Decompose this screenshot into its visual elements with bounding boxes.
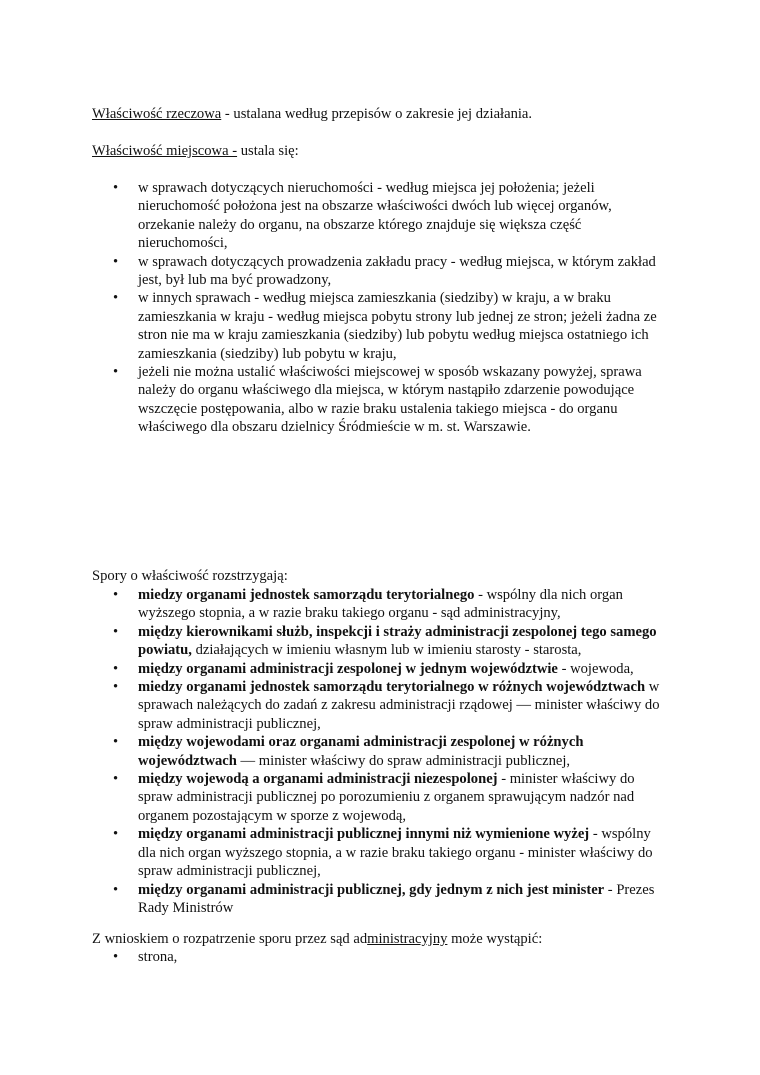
bullet-list-wlasciwosc-miejscowa	[92, 179, 668, 437]
heading-spory-o-wlasciwosc: Spory o właściwość rozstrzygają:	[92, 568, 288, 584]
bullet-list-spory	[92, 586, 670, 917]
bold-text: miedzy organami jednostek samorządu terytorialnego w różnych województwach	[138, 679, 646, 696]
list-item	[92, 623, 670, 660]
list-item	[92, 733, 670, 770]
list-item	[92, 881, 670, 918]
paragraph-wlasciwosc-miejscowa	[92, 142, 682, 160]
regular-text: może wystąpić:	[447, 931, 543, 947]
regular-text: Z wnioskiem o rozpatrzenie sporu przez sąd ad	[92, 931, 368, 947]
list-item	[92, 660, 670, 678]
bold-text: między wojewodą a organami administracji niezespolonej	[138, 771, 498, 788]
term-wlasciwosc-miejscowa: Właściwość miejscowa -	[92, 143, 238, 159]
term-wlasciwosc-rzeczowa: Właściwość rzeczowa	[92, 106, 222, 122]
list-item	[92, 586, 670, 623]
bold-text: między kierownikami służb, inspekcji i straży administracji zespolonej tego samego powiatu,	[138, 623, 657, 659]
paragraph-wlasciwosc-rzeczowa	[92, 105, 682, 123]
list-item	[92, 770, 670, 825]
regular-text: - Prezes Rady Ministrów	[138, 881, 655, 916]
list-item: • w sprawach dotyczących nieruchomości - według miejsca jej położenia; jeżeli nieruchomość położona jest na obszarze właściwości dwóch lub więcej organów, orzekanie należy do organu, na obszarze którego znajduje się większa część nieruchomości,	[92, 179, 668, 253]
regular-text: - minister właściwy do spraw administracji publicznej po porozumieniu z organem sprawującym nadzór nad organem pozostającym w sporze z wojewodą,	[138, 771, 635, 824]
regular-text: w sprawach należących do zadań z zakresu administracji rządowej — minister właściwy do spraw administracji publicznej,	[138, 679, 660, 732]
list-item: • strona,	[92, 948, 682, 966]
bullet-list-wniosek	[92, 948, 682, 966]
list-item: • w sprawach dotyczących prowadzenia zakładu pracy - według miejsca, w którym zakład jest, był lub ma być prowadzony,	[92, 253, 668, 290]
list-item	[92, 825, 670, 880]
list-item: • jeżeli nie można ustalić właściwości miejscowej w sposób wskazany powyżej, sprawa należy do organu właściwego dla miejsca, w którym nastąpiło zdarzenie powodujące wszczęcie postępowania, albo w razie braku ustalenia takiego miejsca - do organu właściwego dla obszaru dzielnicy Śródmieście w m. st. Warszawie.	[92, 363, 668, 437]
regular-text: - wojewoda,	[557, 660, 634, 677]
list-item	[92, 678, 670, 733]
paragraph-wniosek	[92, 930, 682, 948]
bold-text: między organami administracji publicznej innymi niż wymienione wyżej	[138, 826, 590, 843]
regular-text: - wspólny dla nich organ wyższego stopnia, a w razie braku takiego organu - sąd administracyjny,	[138, 587, 623, 622]
bold-text: między organami administracji zespolonej w jednym województwie	[138, 660, 558, 677]
definition-text: - ustalana według przepisów o zakresie jej działania.	[221, 106, 533, 122]
list-item: • w innych sprawach - według miejsca zamieszkania (siedziby) w kraju, a w braku zamieszkania w kraju - według miejsca pobytu strony lub jednej ze stron; jeżeli żadna ze stron nie ma w kraju zamieszkania (siedziby) lub pobytu według miejsca ostatniego ich zamieszkania (siedziby) lub pobytu w kraju,	[92, 289, 668, 363]
bold-text: między wojewodami oraz organami administracji zespolonej w różnych województwach	[138, 734, 584, 769]
regular-text: działających w imieniu własnym lub w imieniu starosty - starosta,	[191, 642, 582, 659]
regular-text: - wspólny dla nich organ wyższego stopnia, a w razie braku takiego organu - minister właściwy do spraw administracji publicznej,	[138, 826, 653, 880]
definition-text: ustala się:	[237, 143, 299, 159]
regular-text: — minister właściwy do spraw administracji publicznej,	[236, 752, 571, 769]
bold-text: między organami administracji publicznej, gdy jednym z nich jest minister	[138, 881, 605, 898]
bold-text: miedzy organami jednostek samorządu terytorialnego	[138, 587, 475, 603]
underlined-text: ministracyjny	[367, 931, 448, 947]
